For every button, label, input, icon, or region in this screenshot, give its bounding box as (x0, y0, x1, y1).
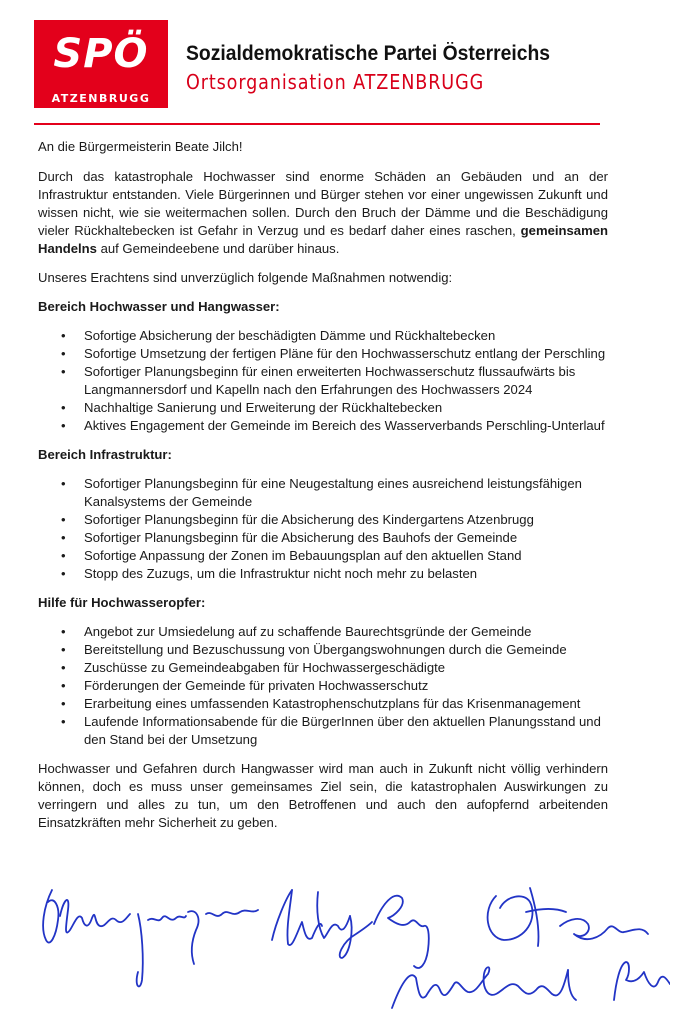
list-item: • Sofortiger Planungsbeginn für einen erweiterten Hochwasserschutz flussaufwärts bis Langmannersdorf und Kapelln nach den Erfahrungen des Hochwassers 2024 (38, 363, 608, 399)
list-item: • Sofortige Absicherung der beschädigten Dämme und Rückhaltebecken (38, 327, 608, 345)
list-item: • Sofortiger Planungsbeginn für eine Neugestaltung eines ausreichend leistungsfähigen Kanalsystems der Gemeinde (38, 475, 608, 511)
list-item: • Laufende Informationsabende für die BürgerInnen über den aktuellen Planungsstand und den Stand bei der Umsetzung (38, 713, 608, 749)
greeting: An die Bürgermeisterin Beate Jilch! (38, 139, 243, 154)
list-item: • Angebot zur Umsiedelung auf zu schaffende Baurechtsgründe der Gemeinde (38, 623, 608, 641)
list-item: • Sofortige Anpassung der Zonen im Bebauungsplan auf den aktuellen Stand (38, 547, 608, 565)
intro-emphasis: gemeinsamen Handelns (38, 223, 608, 256)
signature-3 (272, 890, 429, 968)
list-item: • Nachhaltige Sanierung und Erweiterung der Rückhaltebecken (38, 399, 608, 417)
measure-list-infrastructure (38, 475, 608, 583)
measure-list-flood (38, 327, 608, 435)
list-item: • Stopp des Zuzugs, um die Infrastruktur nicht noch mehr zu belasten (38, 565, 608, 583)
signatures-area (30, 868, 670, 1018)
intro-paragraph (38, 168, 608, 258)
header-divider (34, 123, 600, 125)
logo-mark: SPÖ (53, 31, 149, 77)
closing-paragraph: Hochwasser und Gefahren durch Hangwasser wird man auch in Zukunft nicht völlig verhindern können, doch es muss unser gemeinsames Ziel sein, die katastrophalen Auswirkungen zu verringern und alles zu tun, um den Betroffenen und auch den aufopfernd arbeitenden Einsatzkräften mehr Sicherheit zu geben. (38, 761, 608, 830)
section-heading-infrastructure: Bereich Infrastruktur: (38, 447, 172, 462)
spoe-logo (34, 20, 168, 108)
list-item: • Sofortiger Planungsbeginn für die Absicherung des Bauhofs der Gemeinde (38, 529, 608, 547)
list-item: • Bereitstellung und Bezuschussung von Übergangswohnungen durch die Gemeinde (38, 641, 608, 659)
intro-text-2: auf Gemeindeebene und darüber hinaus. (96, 241, 340, 256)
signature-4 (488, 888, 648, 946)
logo-subtitle: ATZENBRUGG (51, 92, 151, 105)
list-item: • Förderungen der Gemeinde für privaten Hochwasserschutz (38, 677, 608, 695)
lead-sentence: Unseres Erachtens sind unverzüglich folgende Maßnahmen notwendig: (38, 270, 453, 285)
section-heading-victims: Hilfe für Hochwasseropfer: (38, 595, 206, 610)
organisation-name: Ortsorganisation ATZENBRUGG (186, 70, 485, 94)
signature-5 (392, 962, 670, 1008)
list-item: • Erarbeitung eines umfassenden Katastrophenschutzplans für das Krisenmanagement (38, 695, 608, 713)
party-name: Sozialdemokratische Partei Österreichs (186, 42, 551, 65)
signature-2 (137, 910, 258, 986)
handwritten-signatures (30, 868, 670, 1018)
signature-1 (43, 890, 130, 943)
measure-list-victims (38, 623, 608, 749)
list-item: • Zuschüsse zu Gemeindeabgaben für Hochwassergeschädigte (38, 659, 608, 677)
list-item: • Sofortige Umsetzung der fertigen Pläne für den Hochwasserschutz entlang der Perschling (38, 345, 608, 363)
letter-body (38, 138, 608, 843)
list-item: • Sofortiger Planungsbeginn für die Absicherung des Kindergartens Atzenbrugg (38, 511, 608, 529)
list-item: • Aktives Engagement der Gemeinde im Bereich des Wasserverbands Perschling-Unterlauf (38, 417, 608, 435)
section-heading-flood: Bereich Hochwasser und Hangwasser: (38, 299, 280, 314)
intro-text-1: Durch das katastrophale Hochwasser sind enorme Schäden an Gebäuden und an der Infrastruktur entstanden. Viele Bürgerinnen und Bürger stehen vor einer ungewissen Zukunft und wissen nicht, wie sie weitermachen sollen. Durch den Bruch der Dämme und die Beschädigung vieler Rückhaltebecken ist Gefahr in Verzug und es bedarf daher eines raschen, (38, 169, 608, 238)
